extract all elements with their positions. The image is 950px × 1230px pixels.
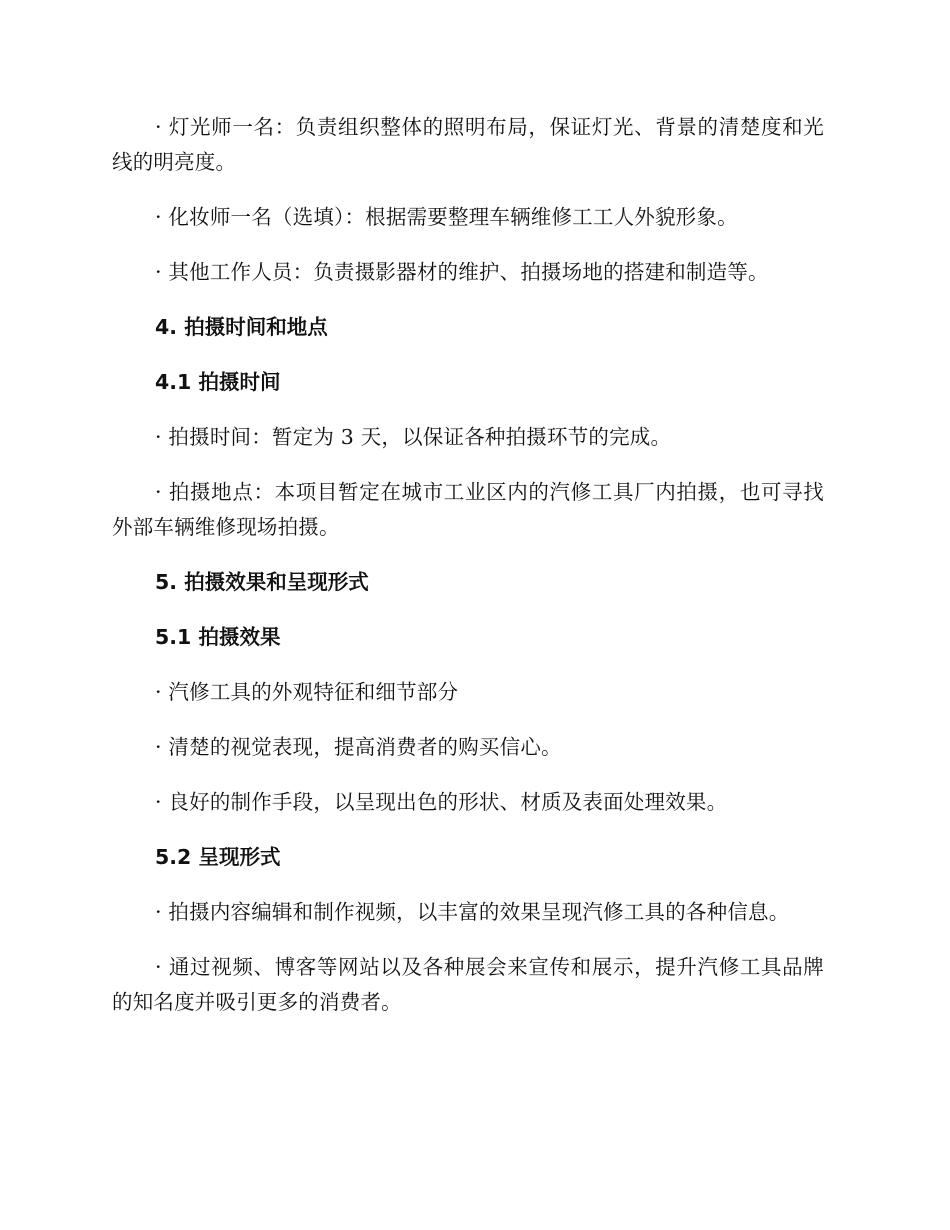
paragraph-other-staff: · 其他工作人员：负责摄影器材的维护、拍摄场地的搭建和制造等。 (155, 260, 769, 284)
section-heading-4-1: 4.1 拍摄时间 (155, 370, 281, 394)
paragraph-shooting-time: · 拍摄时间：暂定为 3 天，以保证各种拍摄环节的完成。 (155, 425, 672, 449)
section-heading-5-1: 5.1 拍摄效果 (155, 625, 281, 649)
paragraph-makeup-artist: · 化妆师一名（选填）：根据需要整理车辆维修工工人外貌形象。 (155, 205, 738, 229)
paragraph-effect-production: · 良好的制作手段，以呈现出色的形状、材质及表面处理效果。 (155, 790, 728, 814)
paragraph-form-video: · 拍摄内容编辑和制作视频，以丰富的效果呈现汽修工具的各种信息。 (155, 900, 790, 924)
paragraph-effect-appearance: · 汽修工具的外观特征和细节部分 (155, 680, 459, 704)
paragraph-shooting-location: · 拍摄地点：本项目暂定在城市工业区内的汽修工具厂内拍摄，也可寻找外部车辆维修现场拍摄。 (112, 480, 824, 539)
section-heading-5-2: 5.2 呈现形式 (155, 845, 281, 869)
paragraph-effect-visual: · 清楚的视觉表现，提高消费者的购买信心。 (155, 735, 562, 759)
paragraph-lighting-technician: · 灯光师一名：负责组织整体的照明布局，保证灯光、背景的清楚度和光线的明亮度。 (112, 115, 824, 174)
paragraph-form-promotion: · 通过视频、博客等网站以及各种展会来宣传和展示，提升汽修工具品牌的知名度并吸引更多的消费者。 (112, 955, 824, 1014)
section-heading-4: 4. 拍摄时间和地点 (155, 315, 328, 339)
section-heading-5: 5. 拍摄效果和呈现形式 (155, 570, 369, 594)
document-body (112, 110, 824, 1040)
